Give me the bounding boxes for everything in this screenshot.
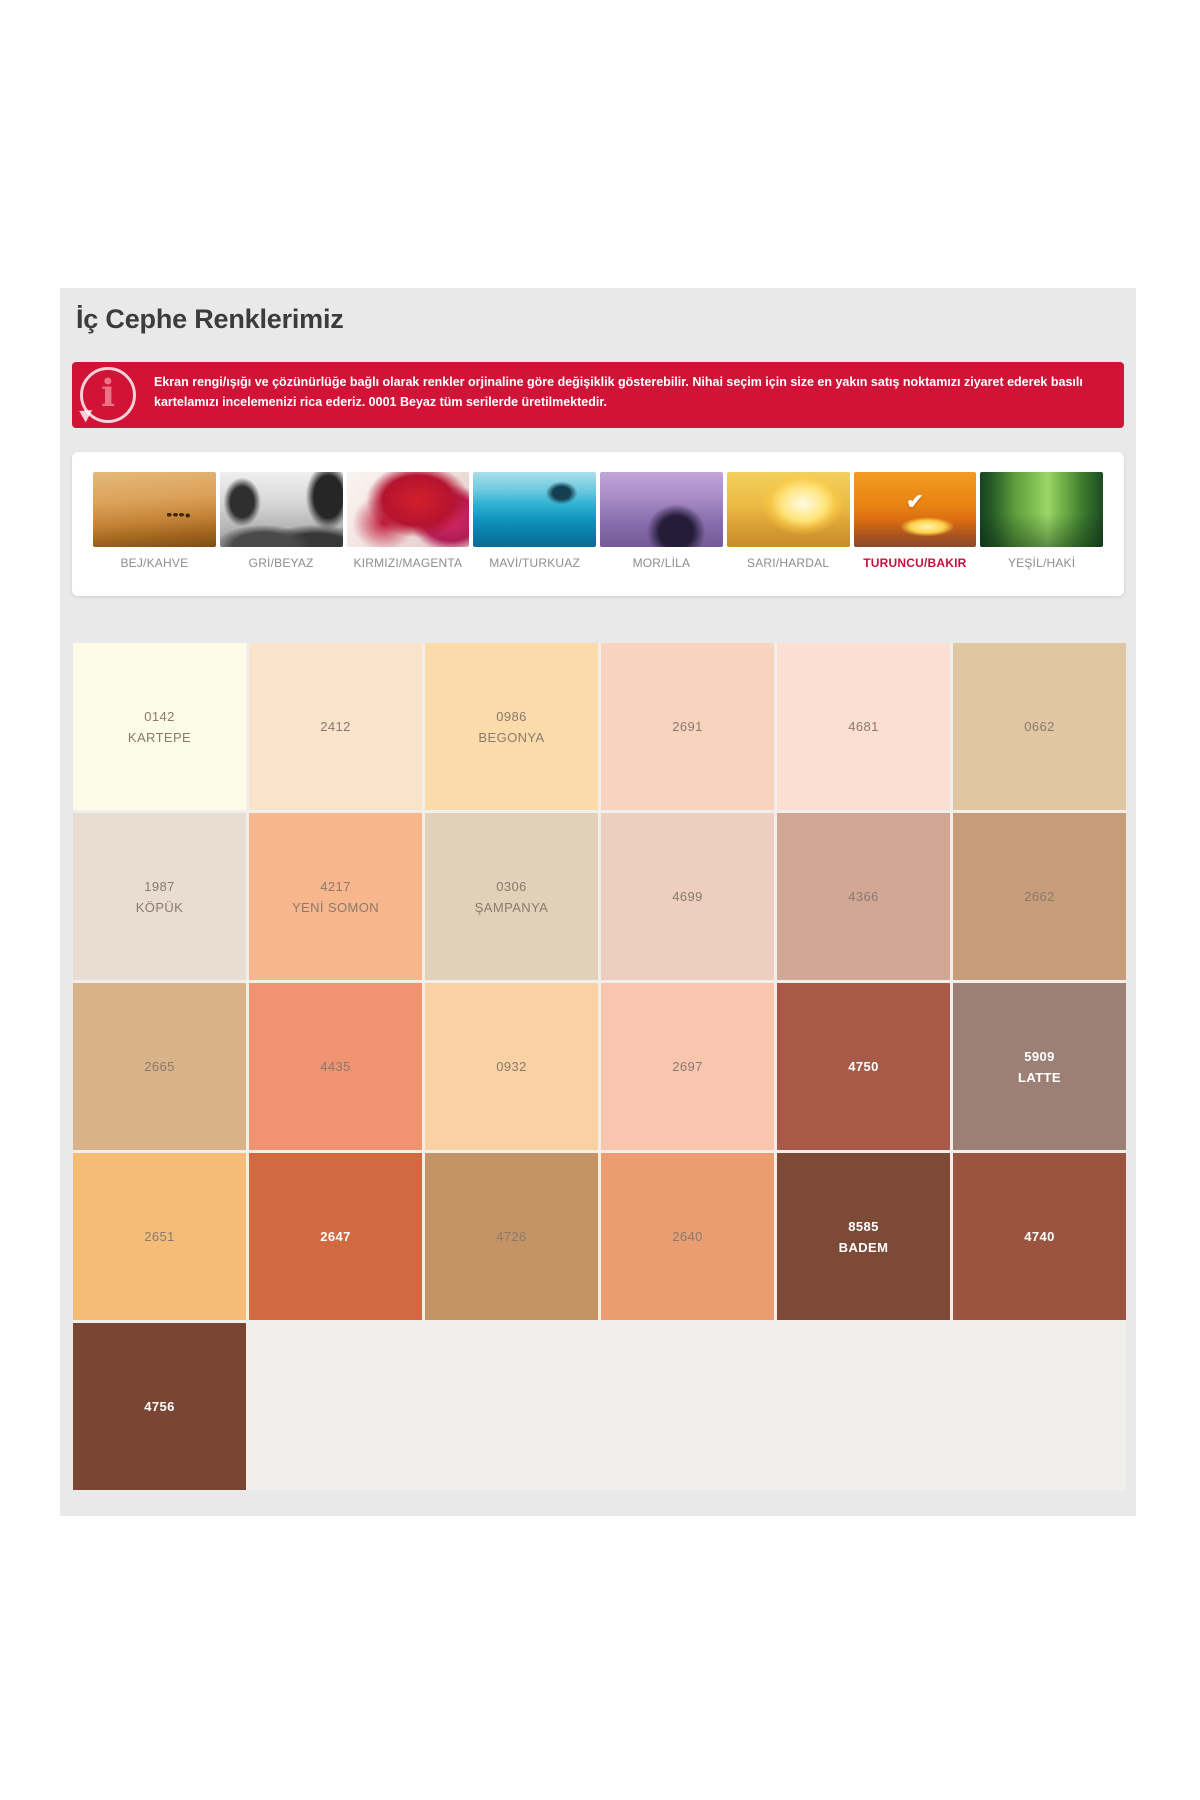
category-tab-gri-beyaz[interactable]: [220, 472, 343, 570]
swatch-4750[interactable]: [777, 983, 950, 1150]
info-banner: [72, 362, 1124, 428]
category-label: MOR/LİLA: [632, 556, 691, 570]
swatch-name: KARTEPE: [127, 729, 192, 745]
swatch-2640[interactable]: [601, 1153, 774, 1320]
swatch-code: 0142: [144, 708, 175, 724]
swatch-code: 2697: [672, 1059, 703, 1074]
category-tab-turuncu-bakir[interactable]: [854, 472, 977, 570]
swatch-4435[interactable]: [249, 983, 422, 1150]
swatch-8585[interactable]: [777, 1153, 950, 1320]
swatch-name: LATTE: [1018, 1069, 1061, 1085]
info-icon: [80, 367, 136, 423]
swatch-1987[interactable]: [73, 813, 246, 980]
desert-camels-image: [93, 472, 216, 547]
swatch-code: 4750: [848, 1059, 879, 1074]
category-label: YEŞİL/HAKİ: [1007, 556, 1076, 570]
swatch-name: BEGONYA: [478, 729, 545, 745]
swatch-name: KÖPÜK: [135, 899, 184, 915]
green-forest-river-image: [980, 472, 1103, 547]
swatch-2691[interactable]: [601, 643, 774, 810]
category-label: BEJ/KAHVE: [120, 556, 189, 570]
swatch-code: 1987: [144, 878, 175, 894]
orange-sunset-image: [854, 472, 977, 547]
swatch-2697[interactable]: [601, 983, 774, 1150]
category-tab-mavi-turkuaz[interactable]: [473, 472, 596, 570]
swatch-code: 2665: [144, 1059, 175, 1074]
swatch-4756[interactable]: [73, 1323, 246, 1490]
swatch-2665[interactable]: [73, 983, 246, 1150]
swatch-code: 5909: [1024, 1048, 1055, 1064]
swatch-code: 4699: [672, 889, 703, 904]
swatch-2412[interactable]: [249, 643, 422, 810]
swatch-4681[interactable]: [777, 643, 950, 810]
category-label: KIRMIZI/MAGENTA: [353, 556, 463, 570]
swatch-code: 2651: [144, 1229, 175, 1244]
category-tab-bej-kahve[interactable]: [93, 472, 216, 570]
category-tab-kirmizi-magenta[interactable]: [347, 472, 470, 570]
swatch-code: 4366: [848, 889, 879, 904]
swatch-code: 4435: [320, 1059, 351, 1074]
swatch-4217[interactable]: [249, 813, 422, 980]
page-title: İç Cephe Renklerimiz: [76, 304, 344, 334]
purple-sky-tree-image: [600, 472, 723, 547]
color-swatch-grid: [73, 643, 1126, 1490]
swatch-code: 2640: [672, 1229, 703, 1244]
swatch-5909[interactable]: [953, 983, 1126, 1150]
swatch-code: 4740: [1024, 1229, 1055, 1244]
category-tab-mor-lila[interactable]: [600, 472, 723, 570]
swatch-code: 0306: [496, 878, 527, 894]
info-icon-glyph: i: [100, 371, 116, 415]
category-card: [72, 452, 1124, 596]
category-label: SARI/HARDAL: [747, 556, 830, 570]
swatch-0306[interactable]: [425, 813, 598, 980]
swatch-code: 2691: [672, 719, 703, 734]
swatch-name: BADEM: [838, 1239, 889, 1255]
swatch-code: 0662: [1024, 719, 1055, 734]
turquoise-sea-boat-image: [473, 472, 596, 547]
swatch-code: 4217: [320, 878, 351, 894]
swatch-name: YENİ SOMON: [291, 899, 380, 915]
swatch-name: ŞAMPANYA: [474, 899, 549, 915]
swatch-code: 4726: [496, 1229, 527, 1244]
red-foliage-image: [347, 472, 470, 547]
swatch-code: 4681: [848, 719, 879, 734]
category-tab-sari-hardal[interactable]: [727, 472, 850, 570]
swatch-0932[interactable]: [425, 983, 598, 1150]
swatch-0986[interactable]: [425, 643, 598, 810]
swatch-2647[interactable]: [249, 1153, 422, 1320]
swatch-4740[interactable]: [953, 1153, 1126, 1320]
swatch-code: 2412: [320, 719, 351, 734]
swatch-4726[interactable]: [425, 1153, 598, 1320]
category-tabs: [72, 452, 1124, 570]
swatch-code: 2662: [1024, 889, 1055, 904]
swatch-code: 0986: [496, 708, 527, 724]
category-label: GRİ/BEYAZ: [248, 556, 314, 570]
check-icon: ✔: [906, 490, 924, 514]
category-label: MAVİ/TURKUAZ: [489, 556, 581, 570]
swatch-code: 4756: [144, 1399, 175, 1414]
swatch-0142[interactable]: [73, 643, 246, 810]
swatch-code: 0932: [496, 1059, 527, 1074]
swatch-0662[interactable]: [953, 643, 1126, 810]
category-tab-yesil-haki[interactable]: [980, 472, 1103, 570]
info-banner-text: Ekran rengi/ışığı ve çözünürlüğe bağlı olarak renkler orjinaline göre değişiklik gösterebilir. Nihai seçim için size en yakın satış noktamızı ziyaret ederek basılı kartelamızı incelemenizi rica ederiz. 0001 Beyaz tüm serilerde üretilmektedir.: [154, 375, 1083, 409]
swatch-code: 2647: [320, 1229, 351, 1244]
swatch-2651[interactable]: [73, 1153, 246, 1320]
swatch-code: 8585: [848, 1218, 879, 1234]
category-label-selected: TURUNCU/BAKIR: [863, 556, 967, 570]
golden-field-sun-image: [727, 472, 850, 547]
swatch-4366[interactable]: [777, 813, 950, 980]
swatch-4699[interactable]: [601, 813, 774, 980]
swatch-2662[interactable]: [953, 813, 1126, 980]
misty-rocks-image: [220, 472, 343, 547]
